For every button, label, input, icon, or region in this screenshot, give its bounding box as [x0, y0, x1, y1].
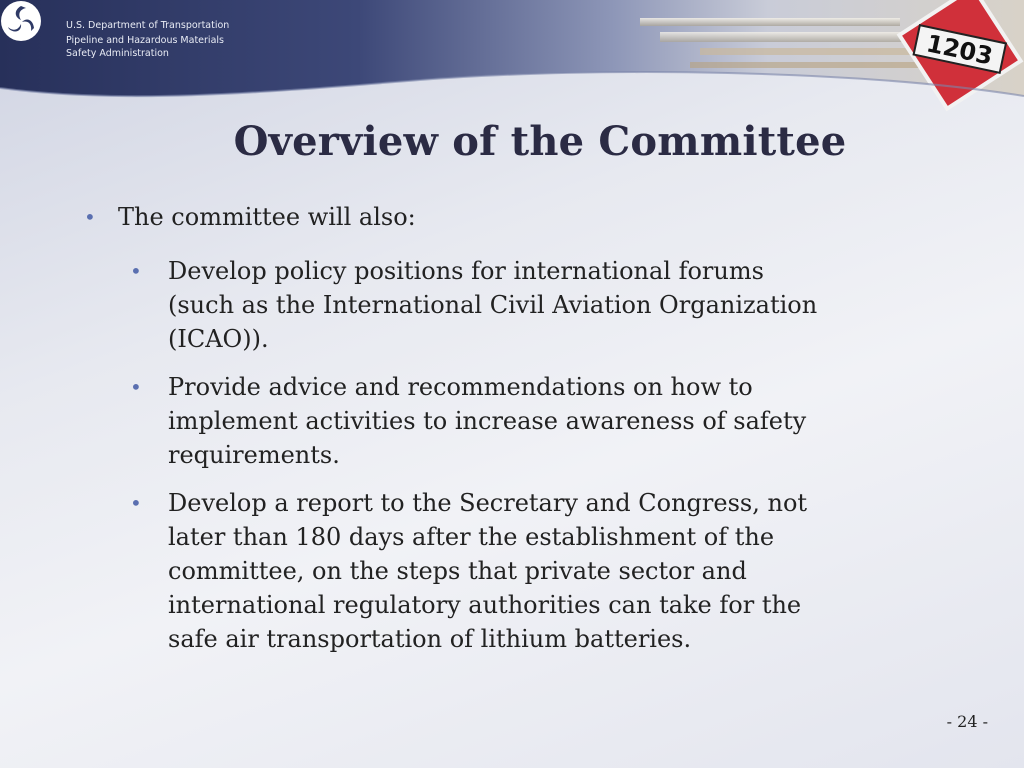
agency-line-3: Safety Administration [66, 48, 169, 59]
slide-title: Overview of the Committee [233, 118, 847, 165]
agency-line-1: U.S. Department of Transportation [66, 20, 230, 31]
bullet-icon: • [130, 491, 142, 515]
agency-line-2: Pipeline and Hazardous Materials [66, 35, 224, 46]
svg-text:1203: 1203 [924, 29, 996, 71]
page-number: - 24 - [946, 712, 988, 731]
sub-bullet-item [78, 254, 828, 356]
sub-bullet-text: Develop a report to the Secretary and Congress, not later than 180 days after the establishment of the committee, on the steps that private sector and international regulatory authorities can take for the safe air transportation of lithium batteries. [168, 489, 808, 653]
bullet-icon: • [130, 259, 142, 283]
sub-bullet-text: Develop policy positions for international forums (such as the International Civil Aviation Organization (ICAO)). [168, 257, 818, 353]
agency-name [66, 18, 229, 60]
bullet-text: The committee will also: [118, 203, 416, 231]
sub-bullet-item [78, 486, 828, 656]
bullet-icon: • [130, 375, 142, 399]
slide-content [78, 200, 928, 670]
sub-bullet-item [78, 370, 828, 472]
dot-logo-icon [0, 0, 42, 42]
bullet-item [78, 200, 928, 234]
sub-bullet-text: Provide advice and recommendations on how to implement activities to increase awareness of safety requirements. [168, 373, 807, 469]
bullet-icon: • [84, 205, 96, 229]
header-banner [0, 0, 1024, 112]
